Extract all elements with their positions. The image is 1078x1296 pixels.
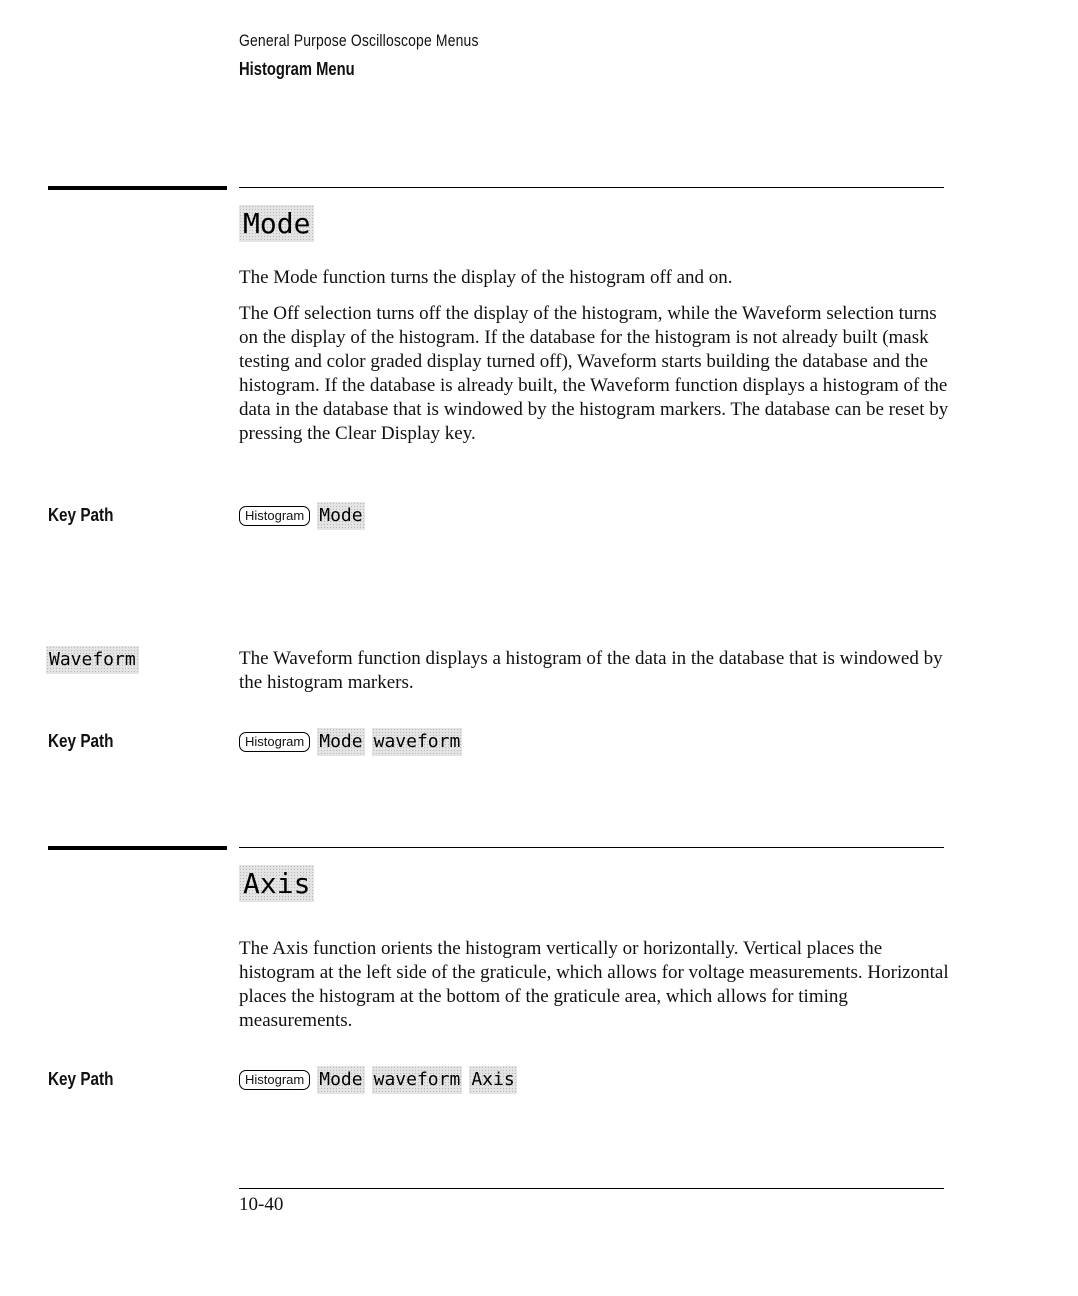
mode-heading	[239, 205, 314, 242]
mode-softkey: Mode	[317, 1066, 364, 1094]
waveform-description	[239, 647, 954, 695]
axis-paragraph: The Axis function orients the histogram vertically or horizontally. Vertical places the histogram at the left side of the graticule, which allows for voltage measurements. Horizontal places the histogram at the bottom of the graticule area, which allows for timing measurements.	[239, 938, 949, 1031]
histogram-hardkey: Histogram	[239, 1070, 310, 1090]
axis-description	[239, 937, 954, 1033]
section-title: Histogram Menu	[239, 59, 355, 79]
waveform-paragraph: The Waveform function displays a histogram of the data in the database that is windowed by the histogram markers.	[239, 648, 943, 693]
section-divider-thick	[48, 186, 227, 190]
mode-description	[239, 266, 954, 290]
waveform-key-path	[239, 728, 462, 756]
waveform-softkey: waveform	[372, 1066, 463, 1094]
mode-key-path	[239, 502, 365, 530]
histogram-hardkey: Histogram	[239, 732, 310, 752]
page-number: 10-40	[239, 1194, 284, 1215]
mode-paragraph-1: The Mode function turns the display of the histogram off and on.	[239, 267, 733, 288]
axis-heading	[239, 865, 314, 902]
mode-softkey-title: Mode	[239, 205, 314, 242]
key-path-label: Key Path	[48, 505, 114, 525]
waveform-item-label: Waveform	[46, 646, 139, 674]
waveform-softkey: waveform	[372, 728, 463, 756]
mode-softkey: Mode	[317, 502, 364, 530]
section-divider-thin	[239, 187, 944, 188]
axis-key-path	[239, 1066, 517, 1094]
key-path-label: Key Path	[48, 1069, 114, 1089]
key-path-label: Key Path	[48, 731, 114, 751]
histogram-hardkey: Histogram	[239, 506, 310, 526]
axis-softkey-title: Axis	[239, 865, 314, 902]
mode-details	[239, 302, 954, 446]
axis-softkey: Axis	[469, 1066, 516, 1094]
footer-divider	[239, 1188, 944, 1189]
chapter-title: General Purpose Oscilloscope Menus	[239, 31, 479, 50]
mode-paragraph-2: The Off selection turns off the display of the histogram, while the Waveform selection turns on the display of the histogram. If the database for the histogram is not already built (mask testing and color graded display turned off), Waveform starts building the database and the histogram. If the database is already built, the Waveform function displays a histogram of the data in the database that is windowed by the histogram markers. The database can be reset by pressing the Clear Display key.	[239, 303, 949, 444]
section-divider-thick	[48, 846, 227, 850]
mode-softkey: Mode	[317, 728, 364, 756]
section-divider-thin	[239, 847, 944, 848]
